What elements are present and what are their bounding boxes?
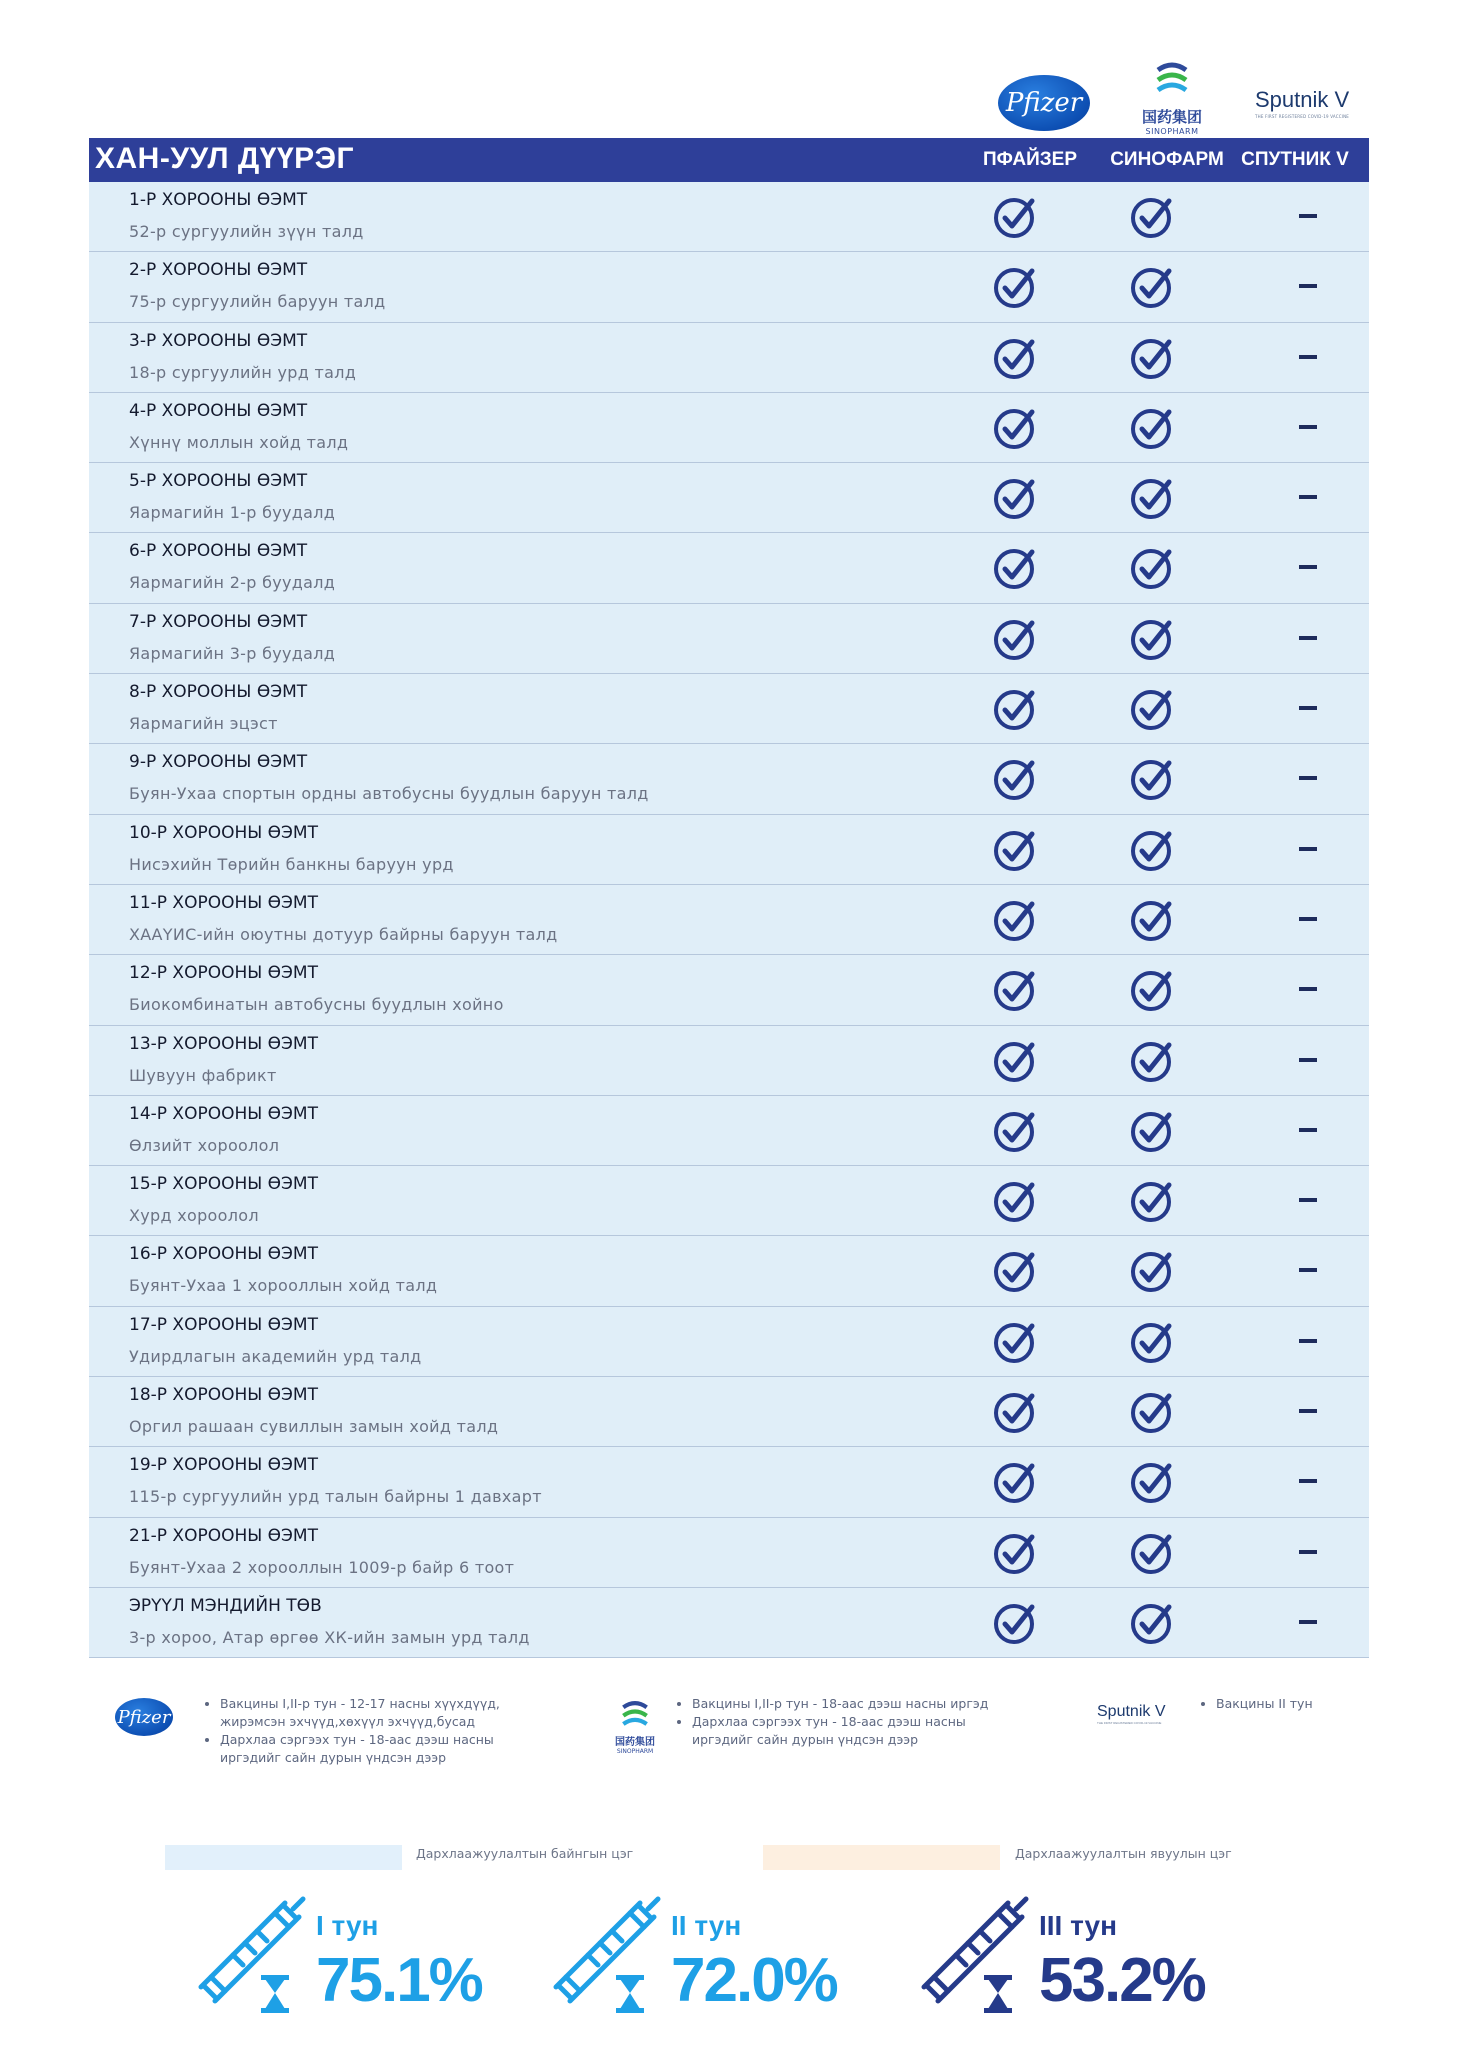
site-address: Өлзийт хороолол: [129, 1135, 280, 1155]
site-address: 75-р сургуулийн баруун талд: [129, 292, 386, 312]
pfizer-available-check-icon: [992, 969, 1036, 1013]
pfizer-available-check-icon: [992, 899, 1036, 943]
sinopharm-available-check-icon: [1129, 337, 1173, 381]
sinopharm-available-check-icon: [1129, 758, 1173, 802]
list-item: • Вакцины I,II-р тун - 12-17 насны хүүхдүүд, жирэмсэн эхчүүд,хөхүүл эхчүүд,бусад: [220, 1695, 540, 1731]
site-address: Оргил рашаан сувиллын замын хойд талд: [129, 1417, 499, 1437]
table-row: [89, 1096, 1369, 1166]
site-name: 3-Р ХОРООНЫ ӨЭМТ: [129, 330, 308, 351]
pfizer-available-check-icon: [992, 758, 1036, 802]
sinopharm-available-check-icon: [1129, 618, 1173, 662]
table-row: [89, 393, 1369, 463]
pfizer-available-check-icon: [992, 688, 1036, 732]
pfizer-available-check-icon: [992, 337, 1036, 381]
site-address: 18-р сургуулийн урд талд: [129, 362, 357, 382]
pfizer-available-check-icon: [992, 477, 1036, 521]
permanent-site-key-label: Дархлаажуулалтын байнгын цэг: [416, 1846, 634, 1861]
pfizer-available-check-icon: [992, 1110, 1036, 1154]
sputnik-unavailable-dash-icon: [1299, 1128, 1317, 1132]
site-name: 8-Р ХОРООНЫ ӨЭМТ: [129, 682, 308, 703]
site-name: 21-Р ХОРООНЫ ӨЭМТ: [129, 1525, 318, 1546]
site-address: Яармагийн 2-р буудалд: [129, 573, 336, 593]
table-row: [89, 885, 1369, 955]
site-name: 14-Р ХОРООНЫ ӨЭМТ: [129, 1103, 318, 1124]
dose-stat: [552, 1895, 852, 2015]
legend-sputnik-name: Sputnik V: [1097, 1703, 1166, 1720]
legend-sinopharm-notes: [674, 1695, 1012, 1749]
sinopharm-emblem-icon: [618, 1699, 652, 1729]
syringe-hourglass-icon: [552, 1895, 667, 2015]
sinopharm-available-check-icon: [1129, 1250, 1173, 1294]
site-address: 115-р сургуулийн урд талын байрны 1 давхарт: [129, 1487, 542, 1507]
column-header-pfizer: ПФАЙЗЕР: [982, 149, 1078, 170]
syringe-hourglass-icon: [920, 1895, 1035, 2015]
site-address: 3-р хороо, Атар өргөө ХК-ийн замын урд талд: [129, 1627, 530, 1647]
sinopharm-available-check-icon: [1129, 196, 1173, 240]
pfizer-available-check-icon: [992, 1321, 1036, 1365]
site-name: 1-Р ХОРООНЫ ӨЭМТ: [129, 190, 308, 210]
table-row: [89, 252, 1369, 322]
sinopharm-available-check-icon: [1129, 1110, 1173, 1154]
sputnik-unavailable-dash-icon: [1299, 214, 1317, 218]
sputnik-unavailable-dash-icon: [1299, 495, 1317, 499]
sinopharm-logo: [1142, 60, 1202, 138]
site-address: Удирдлагын академийн урд талд: [129, 1346, 422, 1366]
pfizer-available-check-icon: [992, 266, 1036, 310]
table-row: [89, 182, 1369, 252]
legend-sputnik-notes: [1198, 1695, 1376, 1713]
header-logos: [0, 55, 1458, 145]
table-row: [89, 674, 1369, 744]
site-address: Буян-Ухаа спортын ордны автобусны буудлын баруун талд: [129, 784, 649, 804]
sputnik-logo: [1255, 87, 1365, 127]
sputnik-unavailable-dash-icon: [1299, 565, 1317, 569]
site-address: Шувуун фабрикт: [129, 1065, 277, 1085]
sputnik-unavailable-dash-icon: [1299, 987, 1317, 991]
list-item: • Дархлаа сэргээх тун - 18-аас дээш насны иргэдийг сайн дурын үндсэн дээр: [220, 1731, 540, 1767]
dose-stat: [197, 1895, 497, 2015]
site-address: Яармагийн 3-р буудалд: [129, 643, 336, 663]
site-name: 6-Р ХОРООНЫ ӨЭМТ: [129, 541, 308, 562]
mobile-site-key-label: Дархлаажуулалтын явуулын цэг: [1015, 1846, 1232, 1861]
sinopharm-emblem-icon: [1152, 60, 1192, 100]
site-address: Нисэхийн Төрийн банкны баруун урд: [129, 854, 454, 874]
dose-percentage: 75.1%: [316, 1946, 482, 2015]
table-row: [89, 1236, 1369, 1306]
site-name: 12-Р ХОРООНЫ ӨЭМТ: [129, 963, 318, 984]
site-name: 17-Р ХОРООНЫ ӨЭМТ: [129, 1314, 318, 1335]
pfizer-available-check-icon: [992, 1602, 1036, 1646]
site-address: Биокомбинатын автобусны буудлын хойно: [129, 995, 504, 1015]
sinopharm-available-check-icon: [1129, 1040, 1173, 1084]
sputnik-unavailable-dash-icon: [1299, 847, 1317, 851]
legend-sputnik-logo: [1097, 1703, 1165, 1725]
sputnik-logo-name: Sputnik V: [1255, 87, 1350, 112]
sputnik-unavailable-dash-icon: [1299, 284, 1317, 288]
sinopharm-available-check-icon: [1129, 1321, 1173, 1365]
pfizer-available-check-icon: [992, 1180, 1036, 1224]
site-name: 2-Р ХОРООНЫ ӨЭМТ: [129, 260, 308, 281]
legend-sputnik-tagline: THE FIRST REGISTERED COVID-19 VACCINE: [1097, 1721, 1162, 1725]
sinopharm-available-check-icon: [1129, 688, 1173, 732]
table-row: [89, 1518, 1369, 1588]
sputnik-unavailable-dash-icon: [1299, 776, 1317, 780]
sputnik-unavailable-dash-icon: [1299, 355, 1317, 359]
table-row: [89, 323, 1369, 393]
site-name: 13-Р ХОРООНЫ ӨЭМТ: [129, 1033, 318, 1054]
sinopharm-available-check-icon: [1129, 1461, 1173, 1505]
sputnik-unavailable-dash-icon: [1299, 636, 1317, 640]
pfizer-available-check-icon: [992, 1532, 1036, 1576]
sputnik-unavailable-dash-icon: [1299, 1550, 1317, 1554]
site-address: Хурд хороолол: [129, 1206, 259, 1226]
sputnik-unavailable-dash-icon: [1299, 1409, 1317, 1413]
sinopharm-available-check-icon: [1129, 1180, 1173, 1224]
sputnik-unavailable-dash-icon: [1299, 1479, 1317, 1483]
table-row: [89, 1447, 1369, 1517]
sinopharm-available-check-icon: [1129, 829, 1173, 873]
sinopharm-available-check-icon: [1129, 477, 1173, 521]
sinopharm-logo-en: SINOPHARM: [1145, 127, 1199, 136]
site-name: 9-Р ХОРООНЫ ӨЭМТ: [129, 752, 308, 773]
sputnik-unavailable-dash-icon: [1299, 917, 1317, 921]
table-row: [89, 604, 1369, 674]
table-row: [89, 955, 1369, 1025]
legend-sinopharm-en: SINOPHARM: [616, 1748, 654, 1755]
dose-stat: [920, 1895, 1220, 2015]
table-row: [89, 1588, 1369, 1658]
site-name: 16-Р ХОРООНЫ ӨЭМТ: [129, 1244, 318, 1265]
pfizer-available-check-icon: [992, 547, 1036, 591]
site-name: 15-Р ХОРООНЫ ӨЭМТ: [129, 1174, 318, 1195]
legend-pfizer-logo: Pfizer: [115, 1698, 173, 1736]
vaccine-legend: [0, 1695, 1458, 1815]
sinopharm-available-check-icon: [1129, 899, 1173, 943]
sputnik-unavailable-dash-icon: [1299, 425, 1317, 429]
site-address: Буянт-Ухаа 2 хорооллын 1009-р байр 6 тоот: [129, 1557, 515, 1577]
sinopharm-available-check-icon: [1129, 1391, 1173, 1435]
site-name: 11-Р ХОРООНЫ ӨЭМТ: [129, 892, 318, 913]
pfizer-logo: Pfizer: [998, 75, 1090, 131]
site-address: Яармагийн эцэст: [129, 714, 278, 734]
legend-sinopharm-cn: 国药集团: [615, 1737, 655, 1748]
sputnik-unavailable-dash-icon: [1299, 706, 1317, 710]
sputnik-unavailable-dash-icon: [1299, 1198, 1317, 1202]
pfizer-available-check-icon: [992, 196, 1036, 240]
table-header: [89, 138, 1369, 182]
district-title: ХАН-УУЛ ДҮҮРЭГ: [95, 142, 354, 175]
sinopharm-available-check-icon: [1129, 969, 1173, 1013]
dose-percentage: 53.2%: [1039, 1946, 1205, 2015]
column-header-sputnik: СПУТНИК V: [1241, 149, 1349, 170]
dose-percentage: 72.0%: [671, 1946, 837, 2015]
sinopharm-available-check-icon: [1129, 407, 1173, 451]
vaccination-sites-table: [89, 138, 1369, 1658]
list-item: • Вакцины II тун: [1216, 1695, 1376, 1713]
pfizer-available-check-icon: [992, 1461, 1036, 1505]
list-item: • Вакцины I,II-р тун - 18-аас дээш насны иргэд: [692, 1695, 1012, 1713]
sinopharm-available-check-icon: [1129, 266, 1173, 310]
pfizer-available-check-icon: [992, 407, 1036, 451]
sputnik-unavailable-dash-icon: [1299, 1058, 1317, 1062]
dose-label: III тун: [1039, 1910, 1118, 1941]
site-name: ЭРҮҮЛ МЭНДИЙН ТӨВ: [129, 1595, 322, 1616]
sinopharm-available-check-icon: [1129, 1532, 1173, 1576]
table-row: [89, 744, 1369, 814]
table-row: [89, 1166, 1369, 1236]
table-row: [89, 1307, 1369, 1377]
site-address: 52-р сургуулийн зүүн талд: [129, 222, 364, 241]
site-name: 5-Р ХОРООНЫ ӨЭМТ: [129, 471, 308, 492]
sinopharm-logo-cn: 国药集团: [1142, 108, 1203, 126]
site-name: 10-Р ХОРООНЫ ӨЭМТ: [129, 822, 318, 843]
pfizer-available-check-icon: [992, 1250, 1036, 1294]
sputnik-unavailable-dash-icon: [1299, 1620, 1317, 1624]
sinopharm-available-check-icon: [1129, 1602, 1173, 1646]
table-row: [89, 463, 1369, 533]
dose-label: II тун: [671, 1910, 742, 1941]
table-body: [89, 182, 1369, 1658]
sputnik-unavailable-dash-icon: [1299, 1339, 1317, 1343]
mobile-site-key-swatch: [763, 1845, 1000, 1870]
pfizer-available-check-icon: [992, 618, 1036, 662]
permanent-site-key-swatch: [165, 1845, 402, 1870]
site-name: 7-Р ХОРООНЫ ӨЭМТ: [129, 611, 308, 632]
legend-sinopharm-logo: [613, 1699, 657, 1761]
column-header-sinopharm: СИНОФАРМ: [1110, 149, 1224, 170]
sputnik-logo-tagline: THE FIRST REGISTERED COVID-19 VACCINE: [1255, 114, 1350, 119]
sinopharm-available-check-icon: [1129, 547, 1173, 591]
pfizer-available-check-icon: [992, 829, 1036, 873]
syringe-hourglass-icon: [197, 1895, 312, 2015]
table-row: [89, 533, 1369, 603]
list-item: • Дархлаа сэргээх тун - 18-аас дээш насны иргэдийг сайн дурын үндсэн дээр: [692, 1713, 1012, 1749]
site-address: Хүннү моллын хойд талд: [129, 432, 349, 452]
site-name: 18-Р ХОРООНЫ ӨЭМТ: [129, 1385, 318, 1406]
pfizer-available-check-icon: [992, 1391, 1036, 1435]
table-row: [89, 815, 1369, 885]
dose-label: I тун: [316, 1910, 379, 1941]
sputnik-unavailable-dash-icon: [1299, 1268, 1317, 1272]
site-address: Яармагийн 1-р буудалд: [129, 503, 336, 523]
site-address: ХААҮИС-ийн оюутны дотуур байрны баруун талд: [129, 924, 558, 944]
pfizer-available-check-icon: [992, 1040, 1036, 1084]
legend-pfizer-notes: [202, 1695, 540, 1767]
table-row: [89, 1026, 1369, 1096]
table-row: [89, 1377, 1369, 1447]
site-name: 4-Р ХОРООНЫ ӨЭМТ: [129, 400, 308, 421]
site-name: 19-Р ХОРООНЫ ӨЭМТ: [129, 1455, 318, 1476]
site-address: Буянт-Ухаа 1 хорооллын хойд талд: [129, 1276, 438, 1296]
